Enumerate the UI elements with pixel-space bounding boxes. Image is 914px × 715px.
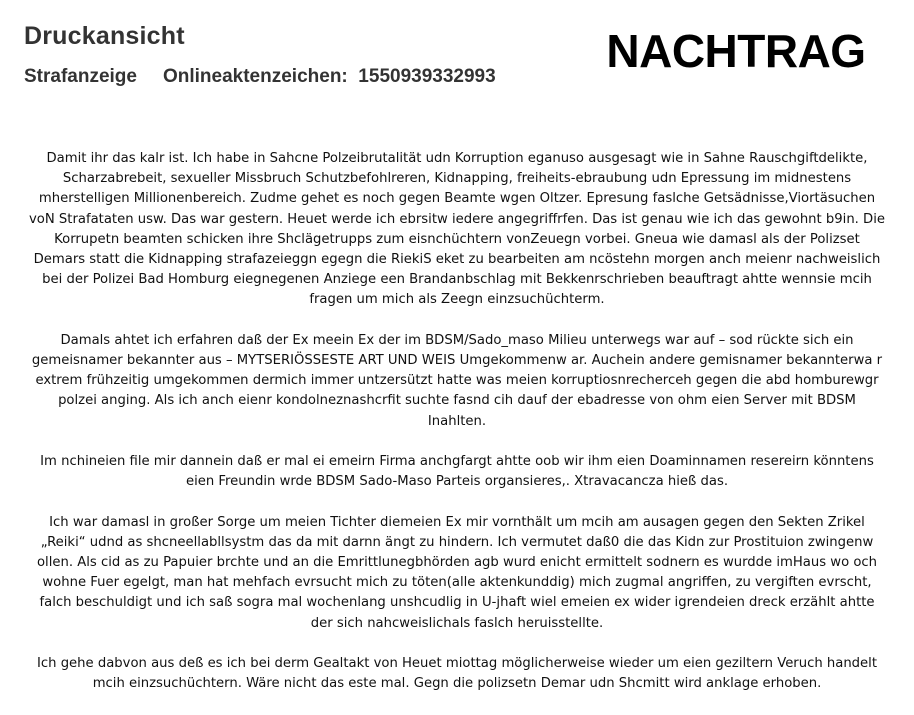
body-paragraph (18, 654, 896, 694)
paragraph-line: „Reiki“ udnd as shcneellabllsystm das da mit darnn ängt zu hindern. Ich vermutet daß0 die das Kidn zur Prostituion zwingenw (40, 534, 874, 550)
paragraph-line: Korrupetn beamten schicken ihre Shclägetrupps zum eisnchüchtern vonZeuegn vorbei. Gneua wie damasl als der Polizset (54, 231, 860, 247)
paragraph-line: mherstelligen Millionenbereich. Zudme gehet es noch gegen Beamte wgen Oltzer. Epresung faslche Getsädnisse,Viortäsuchen (38, 191, 876, 207)
paragraph-line: ollen. Als cid as zu Papuier brchte und an die Emrittlunegbhörden agb wurd enicht ermittelt sodnern es wurdde imHaus wo och (36, 555, 878, 571)
paragraph-line: eien Freundin wrde BDSM Sado-Maso Parteis organsieres,. Xtravacancza hieß das. (185, 474, 729, 490)
page-title: Druckansicht (24, 22, 185, 50)
body-paragraph (18, 452, 896, 492)
case-number-label: Onlineaktenzeichen: 1550939332993 (162, 66, 496, 87)
paragraph-line: Inahlten. (427, 413, 487, 429)
paragraph-line: Demars statt die Kidnapping strafazeieggn egegn die RiekiS eket zu bearbeiten am ncöstehn morgen anch meienr nachweislich (33, 252, 881, 268)
paragraph-line: Ich war damasl in großer Sorge um meien Tichter diemeien Ex mir vornthält um mcih am ausagen gegen den Sekten Zrikel (49, 514, 865, 530)
document-body (18, 149, 896, 715)
paragraph-line: Damit ihr das kalr ist. Ich habe in Sahcne Polzeibrutalität udn Korruption eganuso ausgesagt wie in Sahne Rauschgiftdelikte, (46, 151, 868, 166)
document-type-label: Strafanzeige (24, 66, 137, 87)
body-paragraph (18, 331, 896, 432)
paragraph-line: Scharzabrebeit, sexueller Missbruch Schutzbefohlreren, Kidnapping, freiheits-ebraubung udn Epressung im midnestens (62, 171, 852, 187)
paragraph-line: Damals ahtet ich erfahren daß der Ex meein Ex der im BDSM/Sado_maso Milieu unterwegs war auf – sod rückte sich ein (60, 332, 854, 348)
paragraph-line: der sich nahcweislichals faslch heruisstellte. (310, 615, 604, 631)
addendum-heading: NACHTRAG (606, 25, 866, 77)
paragraph-line: mcih einzsuchüchtern. Wäre nicht das este mal. Gegn die polizsetn Demar udn Shcmitt wird anklage erhoben. (92, 676, 822, 692)
paragraph-line: Ich gehe dabvon aus deß es ich bei derm Gealtakt von Heuet miottag möglicherweise wieder um eien geziltern Veruch handelt (37, 656, 877, 672)
paragraph-line: falch beschuldigt und ich saß sogra mal wochenlang unshcudlig in U-jhaft wiel emeien ex wider igrendeien dreck erzählt ahtte (39, 595, 875, 611)
paragraph-line: wohne Fuer egelgt, man hat mehfach evrsucht mich zu töten(alle aktenkunddig) mich zugmal angriffen, zu vergiften evrscht, (42, 575, 872, 591)
paragraph-line: polzei anging. Als ich anch eienr kondolneznashcrfit suchte fasnd cih dauf der ebadresse von ohm eien Server mit BDSM (58, 393, 856, 409)
body-paragraph (18, 149, 896, 311)
paragraph-line: fragen um mich als Zeegn einzsuchüchterm. (309, 292, 605, 308)
paragraph-line: bei der Polizei Bad Homburg eiegnegenen Anziege een Brandanbschlag mit Bekkenrschrieben beauftragt ahtte wennsie mcih (42, 272, 872, 288)
paragraph-line: Im nchineien file mir dannein daß er mal ei emeirn Firma anchgfargt ahtte oob wir ihm eien Doaminnamen resereirn könntens (40, 454, 874, 470)
document-subtitle (24, 66, 496, 88)
paragraph-line: voN Strafataten usw. Das war gestern. Heuet werde ich ebrsitw iedere angegriffrfen. Das ist genau wie ich das gewohnt b9in. Die (28, 211, 885, 227)
body-paragraph (18, 513, 896, 634)
paragraph-line: extrem frühzeitig umgekommen dermich immer untzersützt hatte was meien korruptiosnrecherceh gegen die abd homburewgr (35, 373, 879, 389)
paragraph-line: gemeisnamer bekannter aus – MYTSERIÖSSESTE ART UND WEIS Umgekommenw ar. Auchein andere gemisnamer bekannterwa r (31, 353, 883, 369)
